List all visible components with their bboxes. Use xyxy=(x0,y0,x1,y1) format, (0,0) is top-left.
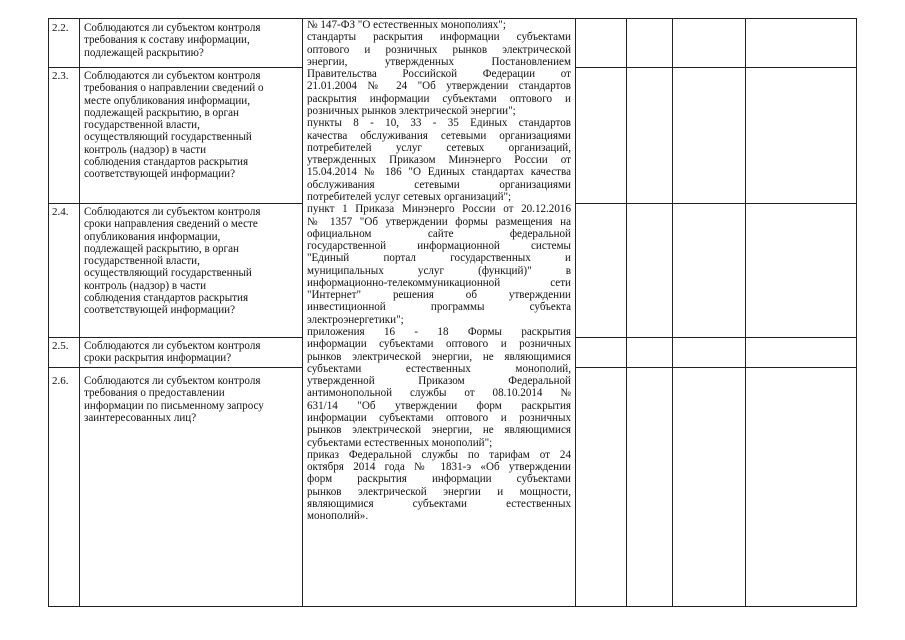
basis-line: антимонопольной службы от 08.10.2014 № xyxy=(307,387,571,400)
basis-line: являющимися субъектами естественных xyxy=(307,497,571,510)
basis-line: информации субъектами оптового и розничных xyxy=(307,412,571,424)
column-divider-na xyxy=(745,18,746,607)
column-divider-num xyxy=(79,18,80,607)
basis-line: официальном сайте федеральной xyxy=(307,227,571,240)
basis-line: стандарты раскрытия информации субъектами xyxy=(307,31,571,44)
row-divider xyxy=(48,67,303,68)
question-line: соответствующей информации? xyxy=(84,168,236,181)
table-border-bottom xyxy=(48,606,857,607)
row-divider-right xyxy=(575,67,857,68)
row-divider xyxy=(48,367,303,368)
table-border-right xyxy=(856,18,857,607)
basis-line: октября 2014 года № 1831-э «Об утверждении xyxy=(307,461,571,474)
question-line: государственной власти, xyxy=(84,119,200,132)
basis-line: № 147-ФЗ "О естественных монополиях"; xyxy=(307,19,506,31)
basis-line: потребителей услуг сетевых организаций, xyxy=(307,141,571,154)
question-line: подлежащей раскрытию, в орган xyxy=(84,106,239,119)
basis-line: энергии, утвержденных Постановлением xyxy=(307,55,571,68)
basis-line: раскрытия информации субъектами оптового и xyxy=(307,92,571,105)
question-line: соблюдения стандартов раскрытия xyxy=(84,156,249,169)
basis-line: качества обслуживания сетевыми организациями xyxy=(307,129,571,142)
basis-line: пункт 1 Приказа Минэнерго России от 20.12.2016 xyxy=(307,203,571,216)
basis-line: розничных рынков электрической энергии"; xyxy=(307,104,516,117)
row-divider xyxy=(48,203,303,204)
question-line: требования к составу информации, xyxy=(84,34,250,47)
column-divider-question xyxy=(302,18,303,607)
basis-line: № 1357 "Об утверждении формы размещения на xyxy=(307,215,571,228)
basis-line: утвержденной Приказом Федеральной xyxy=(307,375,571,388)
basis-line: приложения 16 - 18 Формы раскрытия xyxy=(307,326,571,339)
question-line: информации по письменному запросу xyxy=(84,399,264,412)
question-line: Соблюдаются ли субъектом контроля xyxy=(84,22,261,34)
row-number: 2.2. xyxy=(52,22,69,34)
basis-line: приказ Федеральной службы по тарифам от 24 xyxy=(307,448,571,461)
basis-line: обслуживания сетевыми организациями xyxy=(307,178,571,191)
basis-line: рынков электрической энергии и мощности, xyxy=(307,485,571,498)
row-number: 2.3. xyxy=(52,70,69,82)
question-line: соблюдения стандартов раскрытия xyxy=(84,292,249,305)
question-line: контроль (надзор) в части xyxy=(84,143,207,156)
row-divider-right xyxy=(575,337,857,338)
basis-line: рынков электрической энергии, не являющимися xyxy=(307,424,571,437)
basis-line: информационно-телекоммуникационной сети xyxy=(307,276,571,289)
basis-line: 15.04.2014 № 186 "О Единых стандартах качества xyxy=(307,166,571,179)
basis-line: 21.01.2004 № 24 "Об утверждении стандартов xyxy=(307,80,571,93)
row-question xyxy=(84,206,296,317)
basis-line: муниципальных услуг (функций)" в xyxy=(307,264,571,277)
basis-line: оптового и розничных рынков электрической xyxy=(307,43,571,56)
row-divider xyxy=(48,337,303,338)
row-question xyxy=(84,70,296,181)
basis-line: пункты 8 - 10, 33 - 35 Единых стандартов xyxy=(307,117,571,130)
row-question xyxy=(84,22,296,59)
question-line: сроки направления сведений о месте xyxy=(84,218,258,231)
question-line: контроль (надзор) в части xyxy=(84,279,207,292)
column-divider-yes xyxy=(626,18,627,607)
basis-line: монополий». xyxy=(307,510,369,523)
question-line: подлежащей раскрытию? xyxy=(84,46,204,59)
question-line: сроки раскрытия информации? xyxy=(84,352,232,365)
row-number: 2.5. xyxy=(52,340,69,352)
row-number: 2.4. xyxy=(52,206,69,218)
row-divider-right xyxy=(575,367,857,368)
basis-line: электроэнергетики"; xyxy=(307,313,404,326)
basis-line: информации субъектами оптового и розничных xyxy=(307,338,571,351)
question-line: требования о предоставлении xyxy=(84,387,225,400)
table-border-left xyxy=(48,18,49,607)
basis-line: форм раскрытия информации субъектами xyxy=(307,473,571,486)
basis-line: субъектами естественных монополий"; xyxy=(307,436,493,449)
row-number: 2.6. xyxy=(52,375,69,387)
question-line: государственной власти, xyxy=(84,255,200,268)
question-line: требования о направлении сведений о xyxy=(84,82,264,95)
legal-basis-text xyxy=(307,19,571,523)
question-line: Соблюдаются ли субъектом контроля xyxy=(84,70,261,82)
question-line: Соблюдаются ли субъектом контроля xyxy=(84,340,261,352)
column-divider-no xyxy=(672,18,673,607)
column-divider-basis xyxy=(575,18,576,607)
basis-line: потребителей услуг сетевых организаций"; xyxy=(307,190,512,203)
question-line: подлежащей раскрытию, в орган xyxy=(84,242,239,255)
question-line: заинтересованных лиц? xyxy=(84,411,197,424)
basis-line: рынков электрической энергии, не являющимися xyxy=(307,350,571,363)
basis-line: Правительства Российской Федерации от xyxy=(307,68,571,81)
question-line: месте опубликования информации, xyxy=(84,94,250,107)
basis-line: "Единый портал государственных и xyxy=(307,252,571,265)
question-line: соответствующей информации? xyxy=(84,304,236,317)
basis-line: утвержденных Приказом Минэнерго России от xyxy=(307,154,571,167)
question-line: осуществляющий государственный xyxy=(84,131,252,144)
question-line: Соблюдаются ли субъектом контроля xyxy=(84,375,261,387)
question-line: осуществляющий государственный xyxy=(84,267,252,280)
basis-line: государственной информационной системы xyxy=(307,240,571,253)
basis-line: субъектами естественных монополий, xyxy=(307,362,571,375)
row-divider-right xyxy=(575,203,857,204)
basis-line: 631/14 "Об утверждении форм раскрытия xyxy=(307,399,571,412)
basis-line: "Интернет" решения об утверждении xyxy=(307,289,571,302)
question-line: Соблюдаются ли субъектом контроля xyxy=(84,206,261,218)
row-question xyxy=(84,340,296,365)
basis-line: инвестиционной программы субъекта xyxy=(307,301,571,314)
question-line: опубликования информации, xyxy=(84,230,221,243)
row-question xyxy=(84,375,296,424)
